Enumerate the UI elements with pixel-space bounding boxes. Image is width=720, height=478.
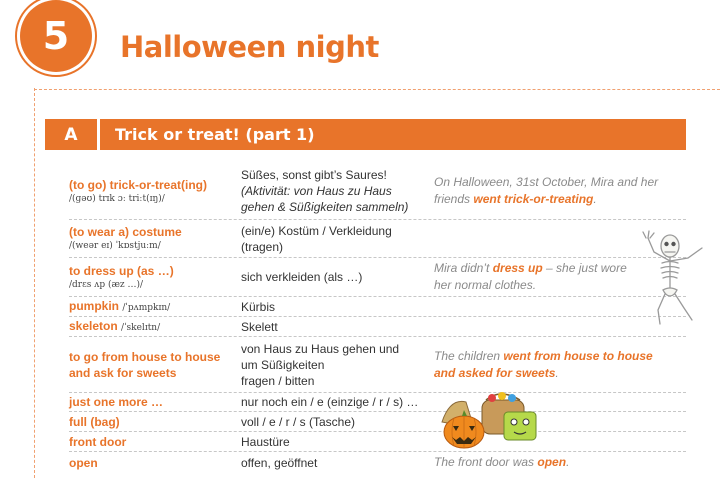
term: front door: [69, 434, 127, 449]
table-row: [69, 337, 686, 393]
translation: voll / e / r / s (Tasche): [241, 414, 356, 429]
term: skeleton: [69, 318, 118, 333]
term: to go from house to house: [69, 349, 221, 364]
phonetic: /ˈpʌmpkɪn/: [122, 302, 171, 313]
example-sentence: The front door was open.: [434, 455, 570, 469]
table-row: [69, 297, 686, 317]
translation: fragen / bitten: [241, 373, 315, 388]
phonetic: /drɛs ʌp (æz …)/: [69, 279, 144, 290]
term: just one more …: [69, 395, 164, 409]
translation: um Süßigkeiten: [241, 357, 325, 372]
translation: sich verkleiden (als …): [241, 270, 363, 284]
table-row: [69, 220, 686, 258]
phonetic: /(ɡəʊ) trɪk ɔː triːt(ɪŋ)/: [69, 193, 165, 204]
unit-badge: [15, 0, 97, 77]
vocabulary-table: [69, 163, 686, 473]
term: pumpkin: [69, 298, 119, 313]
term: (to go) trick-or-treat(ing): [69, 177, 207, 192]
translation: Süßes, sonst gibt’s Saures!: [241, 168, 387, 182]
phonetic: /ˈskelɪtn/: [121, 322, 161, 333]
table-row: [69, 163, 686, 220]
translation: (Aktivität: von Haus zu Haus: [241, 184, 392, 198]
example-sentence: Mira didn’t dress up – she just wore: [434, 261, 627, 275]
table-row: [69, 258, 686, 297]
translation: (ein/e) Kostüm / Verkleidung: [241, 223, 392, 238]
pumpkin-bag-illustration: [440, 388, 546, 450]
table-row: [69, 393, 686, 412]
translation: Haustüre: [241, 434, 290, 449]
term: and ask for sweets: [69, 365, 177, 380]
term: full (bag): [69, 414, 120, 429]
translation: nur noch ein / e (einzige / r / s) …: [241, 395, 419, 409]
example-sentence: and asked for sweets.: [434, 365, 559, 380]
table-row: [69, 452, 686, 473]
table-row: [69, 412, 686, 432]
translation: (tragen): [241, 239, 284, 254]
table-row: [69, 317, 686, 337]
translation: gehen & Süßigkeiten sammeln): [241, 200, 409, 214]
example-sentence: friends went trick-or-treating.: [434, 192, 597, 206]
page-margin-line: [34, 88, 35, 478]
translation: Skelett: [241, 319, 278, 334]
translation: offen, geöffnet: [241, 455, 318, 470]
term: open: [69, 455, 98, 470]
header-divider: [34, 89, 720, 90]
phonetic: /(weər eɪ) ˈkɒstjuːm/: [69, 241, 161, 251]
unit-number: 5: [20, 0, 92, 72]
term: (to wear a) costume: [69, 225, 182, 239]
section-title: Trick or treat! (part 1): [115, 125, 315, 144]
page-title: Halloween night: [120, 30, 379, 64]
translation: Kürbis: [241, 299, 276, 314]
skeleton-illustration: [630, 226, 714, 330]
example-sentence: her normal clothes.: [434, 278, 537, 292]
section-letter: A: [45, 119, 100, 150]
example-sentence: The children went from house to house: [434, 348, 653, 363]
term: to dress up (as …): [69, 263, 174, 278]
table-row: [69, 432, 686, 452]
example-sentence: On Halloween, 31st October, Mira and her: [434, 175, 659, 189]
section-header: [45, 119, 686, 150]
translation: von Haus zu Haus gehen und: [241, 341, 400, 356]
